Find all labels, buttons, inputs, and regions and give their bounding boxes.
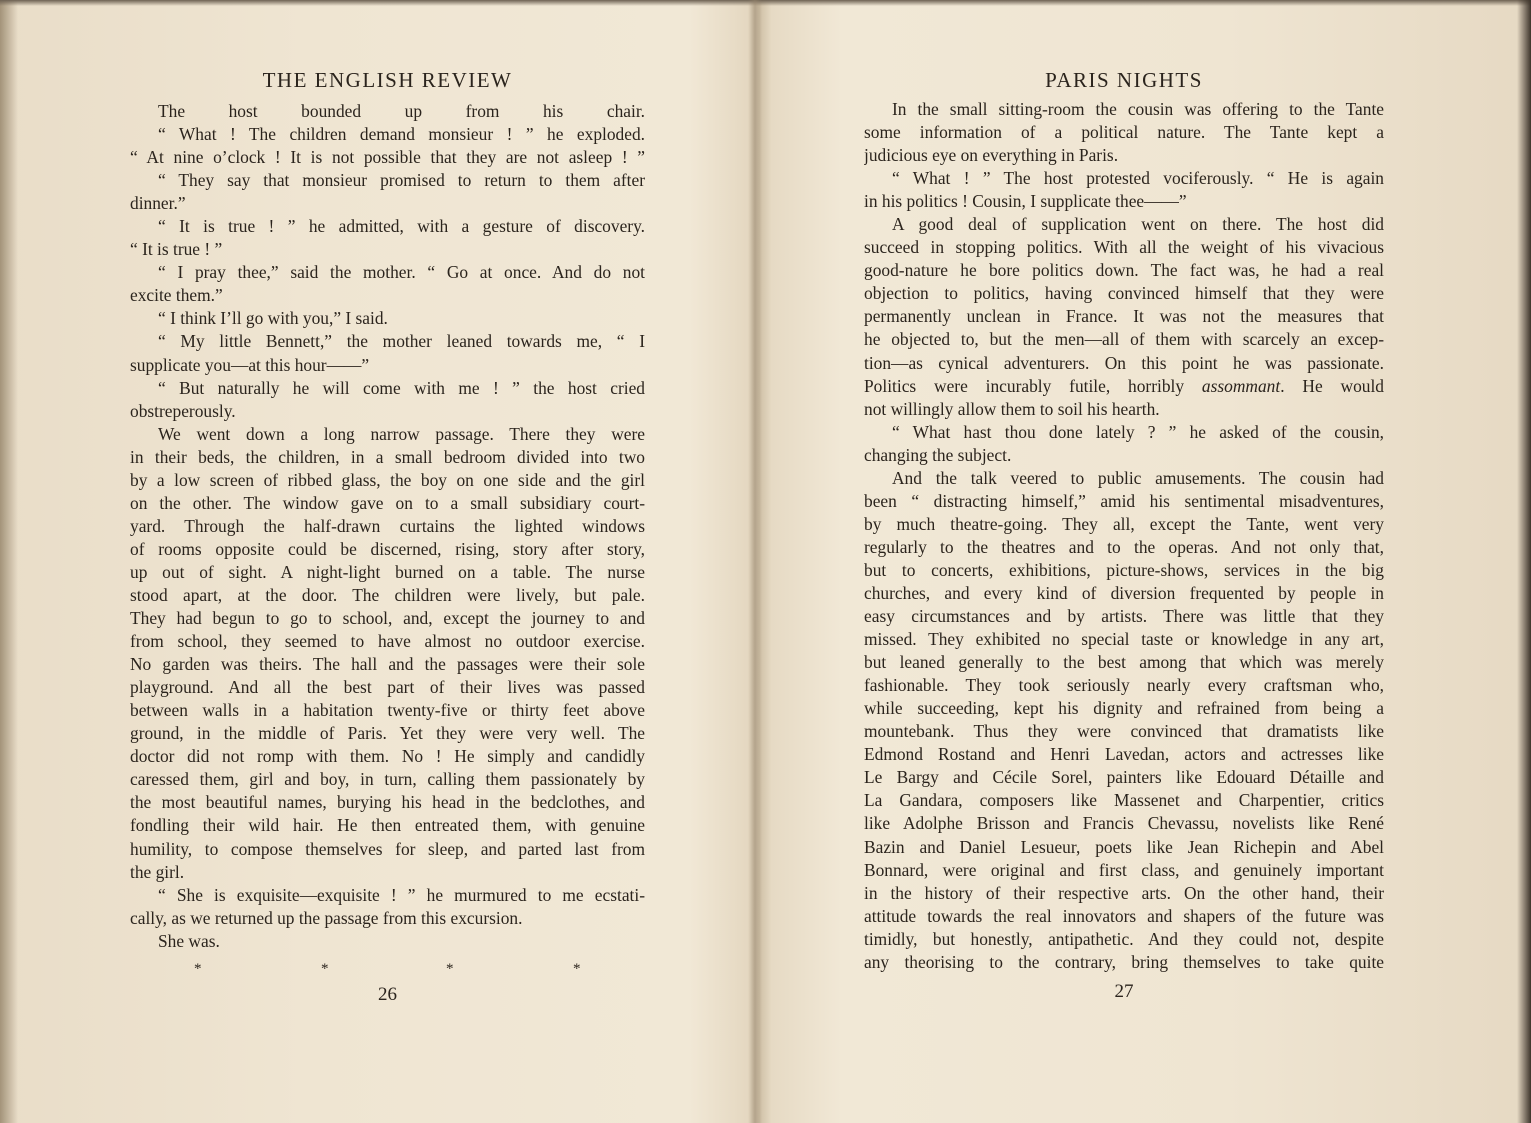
- text-line: In the small sitting-room the cousin was offering to the Tante: [892, 99, 1384, 119]
- text-line: They had begun to go to school, and, except the journey to and: [130, 608, 645, 629]
- text-line: he objected to, but the men—all of them with scarcely an excep-: [864, 329, 1384, 350]
- text-line: And the talk veered to public amusements. The cousin had: [892, 467, 1384, 488]
- text-line: The host bounded up from his chair.: [158, 101, 645, 121]
- text-line: “ She is exquisite—exquisite ! ” he murmured to me ecstati-: [158, 884, 645, 905]
- text-line: in the history of their respective arts. On the other hand, their: [864, 882, 1384, 903]
- text-line: on the other. The window gave on to a small subsidiary court-: [130, 492, 645, 513]
- text-line: not willingly allow them to soil his hearth.: [864, 398, 1160, 419]
- text-line: but leaned generally to the best among that which was merely: [864, 652, 1384, 673]
- text-line: Bazin and Daniel Lesueur, poets like Jean Richepin and Abel: [864, 836, 1384, 857]
- book-gutter: [748, 0, 762, 1123]
- right-page: [864, 0, 1384, 1123]
- text-line: La Gandara, composers like Massenet and Charpentier, critics: [864, 790, 1384, 811]
- asterisk: *: [321, 961, 329, 977]
- left-page-body: [130, 100, 645, 953]
- text-line: caressed them, girl and boy, in turn, calling them passionately by: [130, 769, 645, 790]
- text-line: obstreperously.: [130, 400, 236, 421]
- text-line: She was.: [158, 930, 220, 951]
- text-line: but to concerts, exhibitions, picture-shows, services in the big: [864, 559, 1384, 580]
- text-line: “ I think I’ll go with you,” I said.: [158, 308, 388, 329]
- text-line: “ What ! ” The host protested vociferously. “ He is again: [892, 168, 1384, 189]
- text-line: doctor did not romp with them. No ! He simply and candidly: [130, 746, 645, 767]
- text-line: “ It is true ! ” he admitted, with a gesture of discovery.: [158, 216, 645, 237]
- text-line: any theorising to the contrary, bring themselves to take quite: [864, 951, 1384, 972]
- page-number-left: 26: [378, 984, 397, 1005]
- text-line: permanently unclean in France. It was not the measures that: [864, 306, 1384, 327]
- text-line: changing the subject.: [864, 444, 1012, 465]
- text-line: No garden was theirs. The hall and the passages were their sole: [130, 654, 645, 675]
- asterisk: *: [446, 961, 454, 977]
- text-line: excite them.”: [130, 285, 223, 306]
- text-line: humility, to compose themselves for sleep, and parted last from: [130, 838, 645, 859]
- text-line: We went down a long narrow passage. There they were: [158, 423, 645, 444]
- text-line: A good deal of supplication went on there. The host did: [892, 214, 1384, 235]
- text-line: “ My little Bennett,” the mother leaned towards me, “ I: [158, 331, 645, 352]
- text-line: ground, in the middle of Paris. Yet they were very well. The: [130, 723, 645, 744]
- text-line: succeed in stopping politics. With all the weight of his vivacious: [864, 237, 1384, 258]
- text-line: like Adolphe Brisson and Francis Chevassu, novelists like René: [864, 813, 1384, 834]
- running-head-right: PARIS NIGHTS: [1045, 68, 1203, 92]
- text-line: while succeeding, kept his dignity and refrained from being a: [864, 698, 1384, 719]
- text-line: up out of sight. A night-light burned on a table. The nurse: [130, 561, 645, 582]
- text-line: attitude towards the real innovators and shapers of the future was: [864, 905, 1384, 926]
- text-line: from school, they seemed to have almost no outdoor exercise.: [130, 631, 645, 652]
- text-line: good-nature he bore politics down. The fact was, he had a real: [864, 260, 1384, 281]
- section-break: [130, 961, 645, 981]
- asterisk: *: [573, 961, 581, 977]
- text-line: missed. They exhibited no special taste or knowledge in any art,: [864, 629, 1384, 650]
- page-number-right: 27: [1114, 981, 1134, 1002]
- text-line: of rooms opposite could be discerned, rising, story after story,: [130, 538, 645, 559]
- running-head-left: THE ENGLISH REVIEW: [262, 68, 513, 92]
- text-line: tion—as cynical adventurers. On this point he was passionate.: [864, 352, 1384, 373]
- text-line: mountebank. Thus they were convinced that dramatists like: [864, 721, 1384, 742]
- text-line: by much theatre-going. They all, except the Tante, went very: [864, 513, 1384, 534]
- text-line: “ What hast thou done lately ? ” he asked of the cousin,: [892, 421, 1384, 442]
- right-page-body: [864, 98, 1384, 974]
- text-line: supplicate you—at this hour——”: [130, 354, 370, 375]
- text-line: by a low screen of ribbed glass, the boy on one side and the girl: [130, 469, 645, 490]
- text-line: the girl.: [130, 861, 185, 882]
- text-line: dinner.”: [130, 193, 186, 214]
- text-line: playground. And all the best part of their lives was passed: [130, 677, 645, 698]
- text-line: the most beautiful names, burying his head in the bedclothes, and: [130, 792, 645, 813]
- text-line: “ It is true ! ”: [130, 239, 223, 260]
- text-line: some information of a political nature. The Tante kept a: [864, 122, 1384, 143]
- text-line: “ What ! The children demand monsieur ! ” he exploded.: [158, 124, 645, 145]
- text-line: “ I pray thee,” said the mother. “ Go at once. And do not: [158, 262, 645, 283]
- text-line: in his politics ! Cousin, I supplicate thee——”: [864, 191, 1187, 212]
- text-line: between walls in a habitation twenty-five or thirty feet above: [130, 700, 645, 721]
- text-line: cally, as we returned up the passage from this excursion.: [130, 907, 523, 928]
- text-line: judicious eye on everything in Paris.: [864, 145, 1119, 166]
- text-line: “ At nine o’clock ! It is not possible that they are not asleep ! ”: [130, 147, 645, 168]
- text-line: been “ distracting himself,” amid his sentimental misadventures,: [864, 490, 1384, 511]
- text-line: “ But naturally he will come with me ! ” the host cried: [158, 377, 645, 398]
- text-line: fondling their wild hair. He then entreated them, with genuine: [130, 815, 645, 836]
- text-line: stood apart, at the door. The children were lively, but pale.: [130, 584, 645, 605]
- text-line: churches, and every kind of diversion frequented by people in: [864, 582, 1384, 603]
- text-line: Edmond Rostand and Henri Lavedan, actors and actresses like: [864, 744, 1384, 765]
- text-line: easy circumstances and by artists. There was little that they: [864, 606, 1384, 627]
- text-line: regularly to the theatres and to the operas. And not only that,: [864, 536, 1384, 557]
- text-line: “ They say that monsieur promised to return to them after: [158, 170, 645, 191]
- text-line: Bonnard, were original and first class, and genuinely important: [864, 859, 1384, 880]
- text-line: fashionable. They took seriously nearly every craftsman who,: [864, 675, 1384, 696]
- text-line: objection to politics, having convinced himself that they were: [864, 283, 1384, 304]
- left-page: [130, 0, 645, 1123]
- text-line: yard. Through the half-drawn curtains the lighted windows: [130, 515, 645, 536]
- text-line: in their beds, the children, in a small bedroom divided into two: [130, 446, 645, 467]
- italic-word: assommant: [1201, 375, 1281, 396]
- text-line: timidly, but honestly, antipathetic. And they could not, despite: [864, 928, 1384, 949]
- text-line: Politics were incurably futile, horribly assommant. He would: [864, 375, 1384, 396]
- text-line: Le Bargy and Cécile Sorel, painters like Edouard Détaille and: [864, 767, 1384, 788]
- asterisk: *: [194, 961, 202, 977]
